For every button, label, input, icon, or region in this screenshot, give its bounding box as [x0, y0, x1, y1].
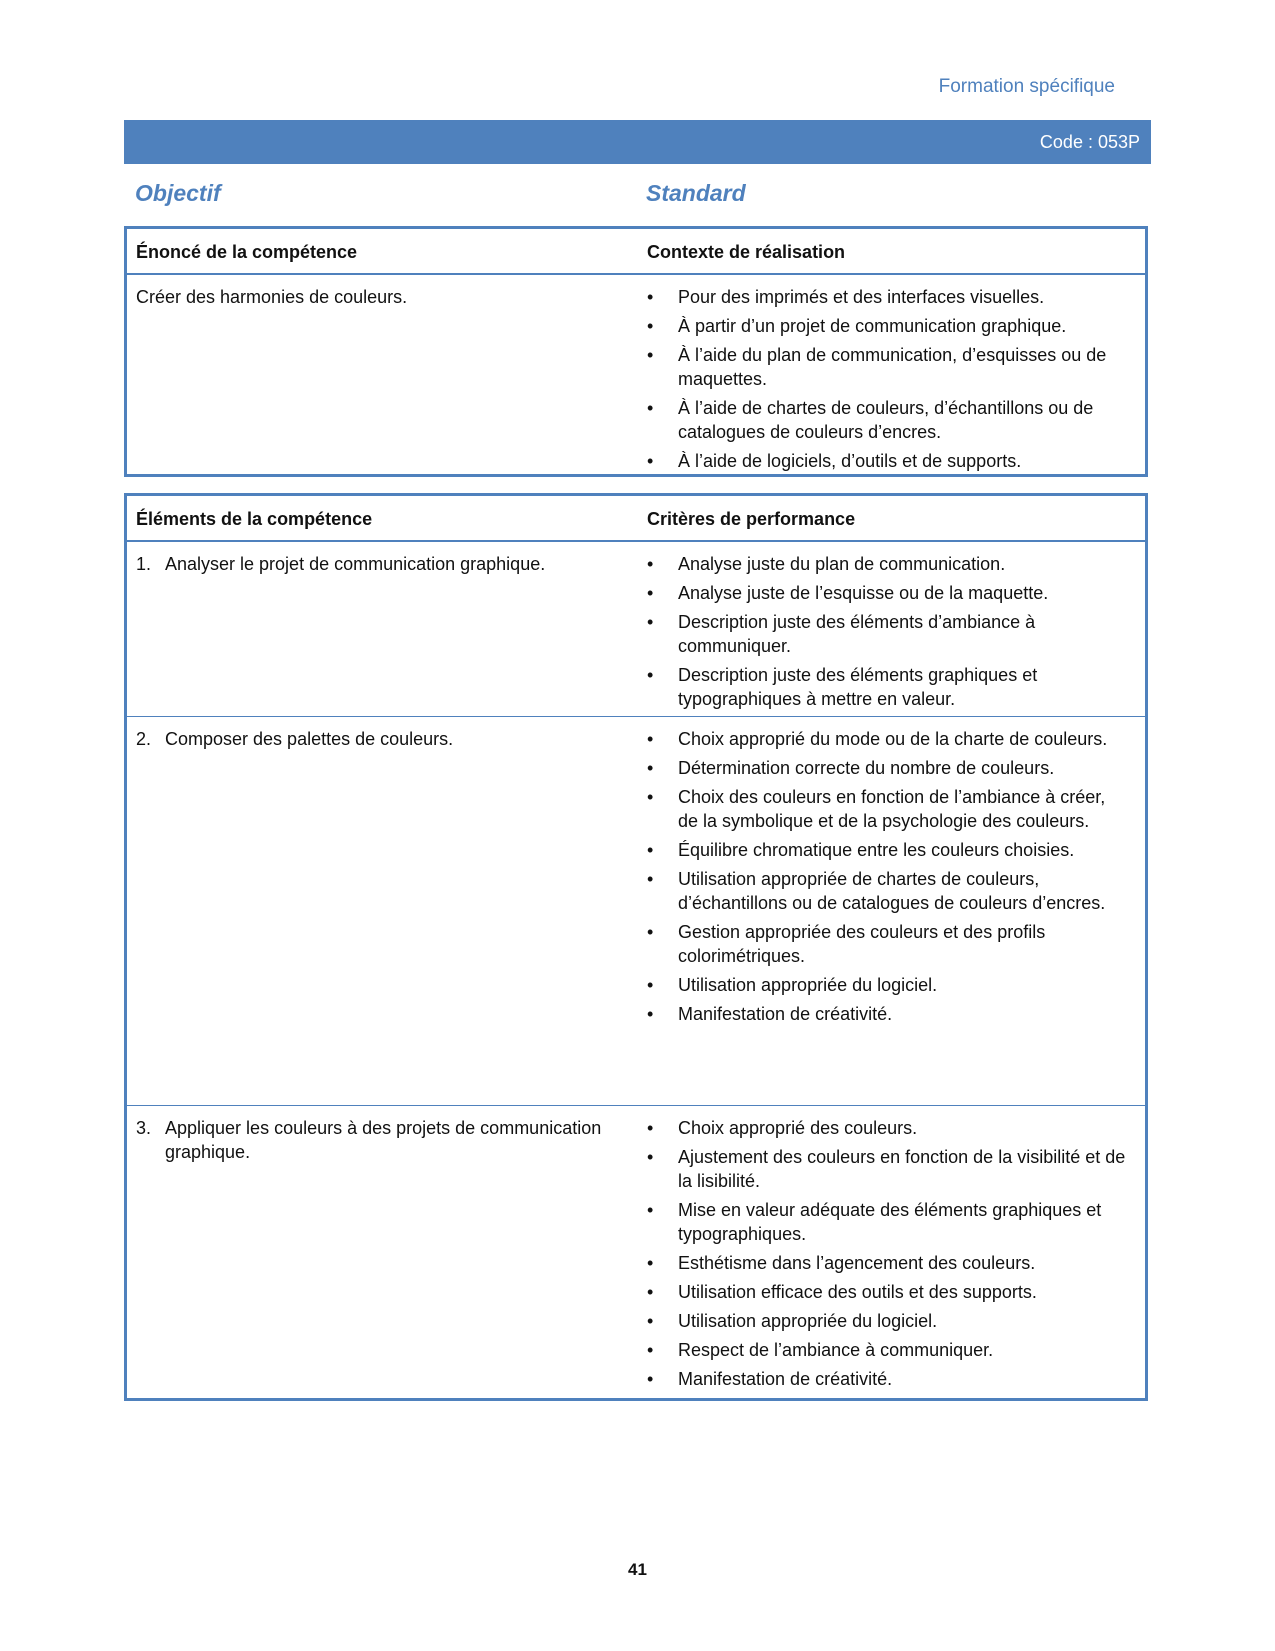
criterion-item: • Utilisation appropriée de chartes de couleurs, d’échantillons ou de catalogues de couleurs d’encres. — [647, 867, 1127, 915]
criteria-header: Critères de performance — [647, 509, 856, 529]
element-text: Composer des palettes de couleurs. — [165, 729, 454, 749]
context-list — [647, 285, 1127, 478]
program-title: Formation spécifique — [938, 76, 1115, 97]
criteria-list — [647, 727, 1127, 1031]
element-text: Analyser le projet de communication graphique. — [165, 554, 546, 574]
competency-code: Code : 053P — [1039, 132, 1140, 152]
context-item: • À l’aide du plan de communication, d’esquisses ou de maquettes. — [647, 343, 1127, 391]
criterion-item: • Détermination correcte du nombre de couleurs. — [647, 756, 1127, 780]
criteria-list — [647, 552, 1127, 716]
element-row-2 — [127, 717, 1145, 1106]
criterion-item: • Choix approprié des couleurs. — [647, 1116, 1127, 1140]
element-cell — [136, 552, 616, 576]
context-item: • À partir d’un projet de communication graphique. — [647, 314, 1127, 338]
statement-cell — [136, 285, 616, 309]
criterion-item: • Respect de l’ambiance à communiquer. — [647, 1338, 1127, 1362]
objective-row — [135, 180, 1145, 207]
criterion-item: • Esthétisme dans l’agencement des couleurs. — [647, 1251, 1127, 1275]
element-row-3 — [127, 1106, 1145, 1396]
criterion-item: • Manifestation de créativité. — [647, 1002, 1127, 1026]
criterion-item: • Utilisation efficace des outils et des supports. — [647, 1280, 1127, 1304]
objective-label: Objectif — [135, 180, 221, 206]
context-item: • À l’aide de chartes de couleurs, d’échantillons ou de catalogues de couleurs d’encres. — [647, 396, 1127, 444]
element-text: Appliquer les couleurs à des projets de communication graphique. — [165, 1118, 602, 1162]
criterion-item: • Description juste des éléments graphiques et typographiques à mettre en valeur. — [647, 663, 1127, 711]
element-number: 1. — [136, 554, 152, 574]
criterion-item: • Choix approprié du mode ou de la charte de couleurs. — [647, 727, 1127, 751]
elements-table-header — [127, 496, 1145, 542]
element-number: 3. — [136, 1118, 152, 1138]
elements-header: Éléments de la compétence — [136, 509, 373, 529]
element-number: 2. — [136, 729, 152, 749]
context-header: Contexte de réalisation — [647, 242, 846, 262]
criterion-item: • Mise en valeur adéquate des éléments graphiques et typographiques. — [647, 1198, 1127, 1246]
criterion-item: • Utilisation appropriée du logiciel. — [647, 973, 1127, 997]
elements-table — [124, 493, 1148, 1401]
context-item: • À l’aide de logiciels, d’outils et de supports. — [647, 449, 1127, 473]
criterion-item: • Gestion appropriée des couleurs et des profils colorimétriques. — [647, 920, 1127, 968]
context-item: • Pour des imprimés et des interfaces visuelles. — [647, 285, 1127, 309]
element-row-1 — [127, 542, 1145, 717]
criterion-item: • Analyse juste du plan de communication. — [647, 552, 1127, 576]
competence-table-header — [127, 229, 1145, 275]
element-cell — [136, 727, 616, 751]
competence-statement: Créer des harmonies de couleurs. — [136, 287, 408, 307]
criteria-list — [647, 1116, 1127, 1396]
criterion-item: • Description juste des éléments d’ambiance à communiquer. — [647, 610, 1127, 658]
criterion-item: • Utilisation appropriée du logiciel. — [647, 1309, 1127, 1333]
code-bar — [124, 120, 1151, 164]
criterion-item: • Analyse juste de l’esquisse ou de la maquette. — [647, 581, 1127, 605]
competence-table — [124, 226, 1148, 477]
criterion-item: • Ajustement des couleurs en fonction de la visibilité et de la lisibilité. — [647, 1145, 1127, 1193]
competence-row — [127, 275, 1145, 475]
element-cell — [136, 1116, 616, 1164]
criterion-item: • Manifestation de créativité. — [647, 1367, 1127, 1391]
criterion-item: • Équilibre chromatique entre les couleurs choisies. — [647, 838, 1127, 862]
page-number: 41 — [628, 1560, 647, 1579]
criterion-item: • Choix des couleurs en fonction de l’ambiance à créer, de la symbolique et de la psychologie des couleurs. — [647, 785, 1127, 833]
standard-label: Standard — [646, 180, 746, 206]
statement-header: Énoncé de la compétence — [136, 242, 358, 262]
